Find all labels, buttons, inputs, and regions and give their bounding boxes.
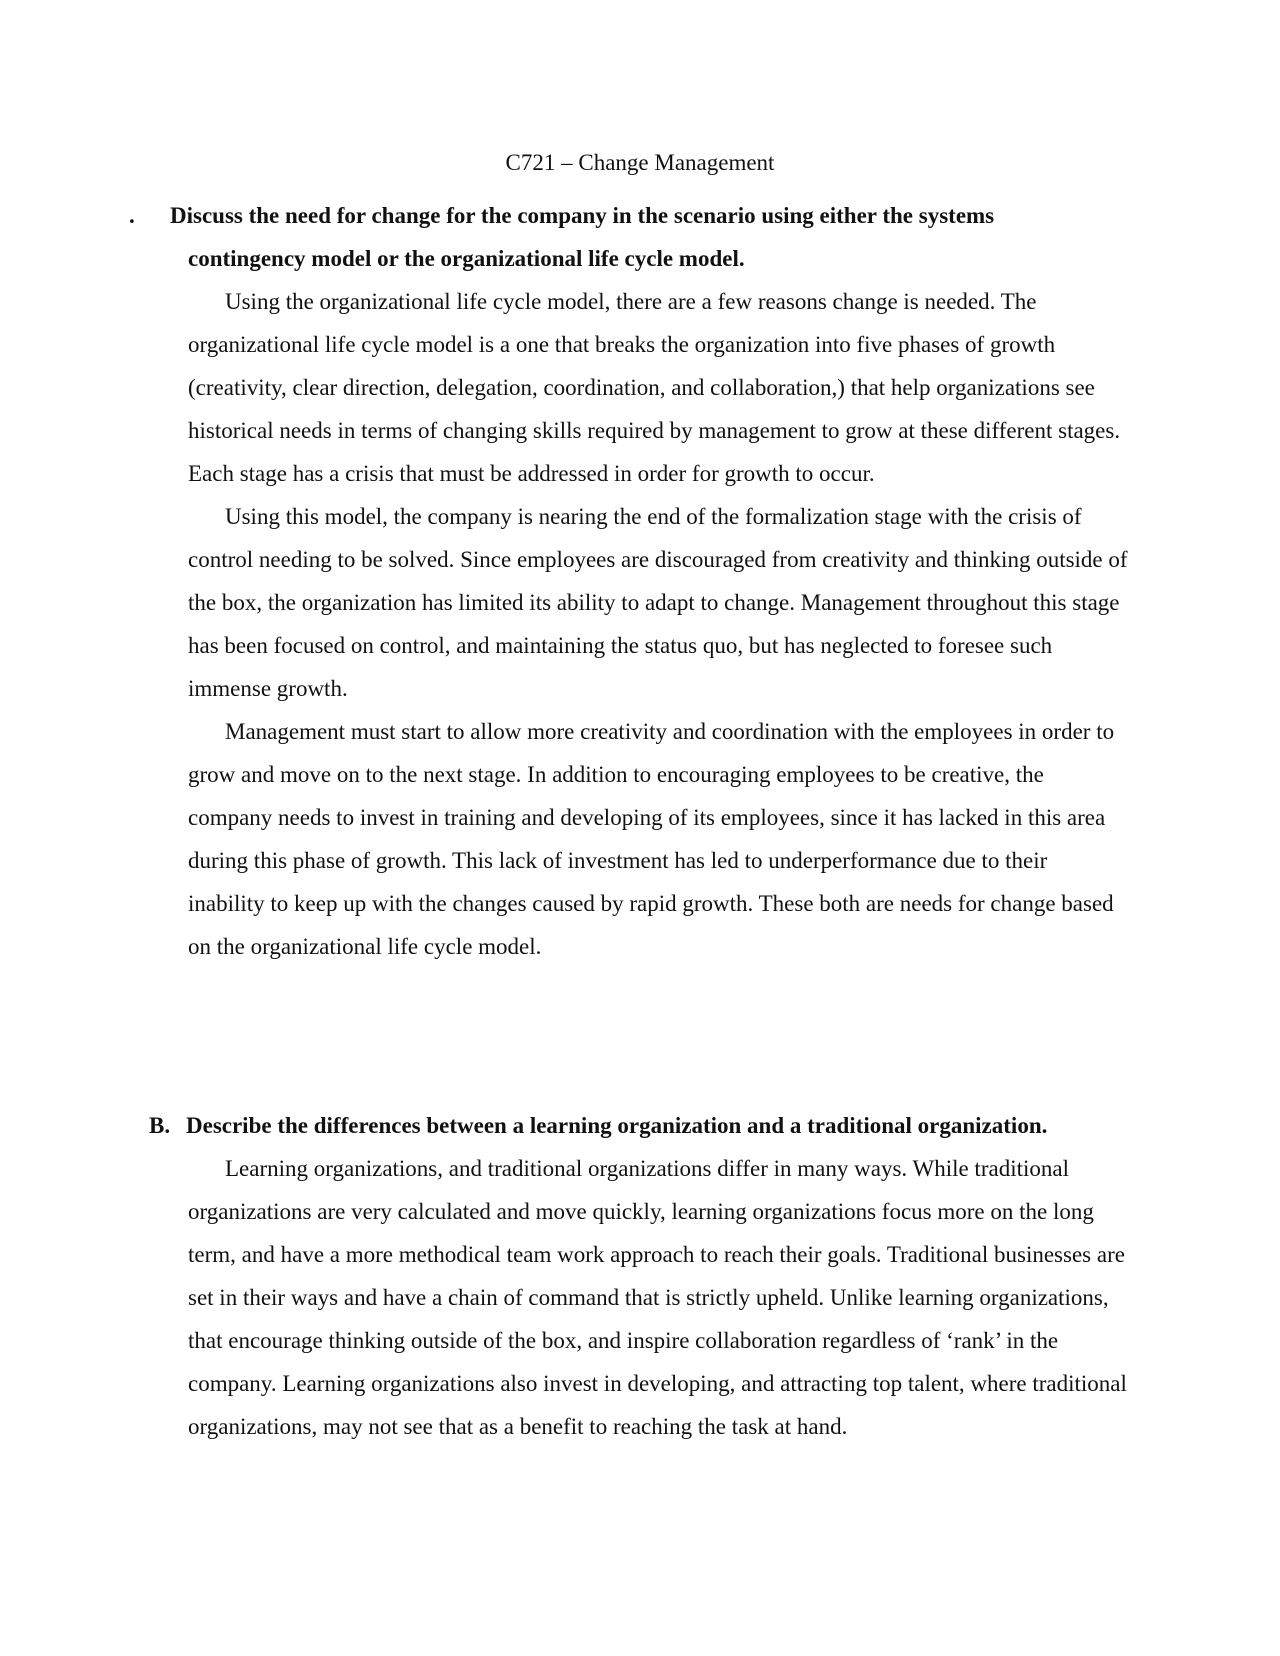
section-a-paragraph-3: Management must start to allow more creativity and coordination with the employees in order to grow and move on to the next stage. In addition to encouraging employees to be creative, the company needs to invest in training and developing of its employees, since it has lacked in this area during this phase of growth. This lack of investment has led to underperformance due to their inability to keep up with the changes caused by rapid growth. These both are needs for change based on the organizational life cycle model. (188, 719, 1115, 959)
section-a-paragraph-1: Using the organizational life cycle model, there are a few reasons change is needed. The organizational life cycle model is a one that breaks the organization into five phases of growth (creativity, clear direction, delegation, coordination, and collaboration,) that help organizations see historical needs in terms of changing skills required by management to grow at these different stages. Each stage has a crisis that must be addressed in order for growth to occur. (188, 289, 1121, 486)
document-title: C721 – Change Management (505, 150, 775, 175)
section-a-heading: . Discuss the need for change for the company in the scenario using either the systems contingency model or the organizational life cycle model. (129, 203, 995, 271)
section-a-paragraph-2: Using this model, the company is nearing the end of the formalization stage with the crisis of control needing to be solved. Since employees are discouraged from creativity and thinking outside of the box, the organization has limited its ability to adapt to change. Management throughout this stage has been focused on control, and maintaining the status quo, but has neglected to foresee such immense growth. (188, 504, 1128, 701)
section-b-heading-text: Describe the differences between a learning organization and a traditional organization. (186, 1113, 1048, 1138)
section-b (0, 1104, 1280, 1448)
section-b-heading (0, 1104, 1146, 1147)
section-a-heading-text: Discuss the need for change for the company in the scenario using either the systems contingency model or the organizational life cycle model. (170, 203, 995, 271)
section-b-marker: B. (149, 1113, 171, 1138)
section-b-paragraph-1: Learning organizations, and traditional organizations differ in many ways. While traditional organizations are very calculated and move quickly, learning organizations focus more on the long term, and have a more methodical team work approach to reach their goals. Traditional businesses are set in their ways and have a chain of command that is strictly upheld. Unlike learning organizations, that encourage thinking outside of the box, and inspire collaboration regardless of ‘rank’ in the company. Learning organizations also invest in developing, and attracting top talent, where traditional organizations, may not see that as a benefit to reaching the task at hand. (188, 1156, 1127, 1439)
section-a (0, 194, 1280, 968)
